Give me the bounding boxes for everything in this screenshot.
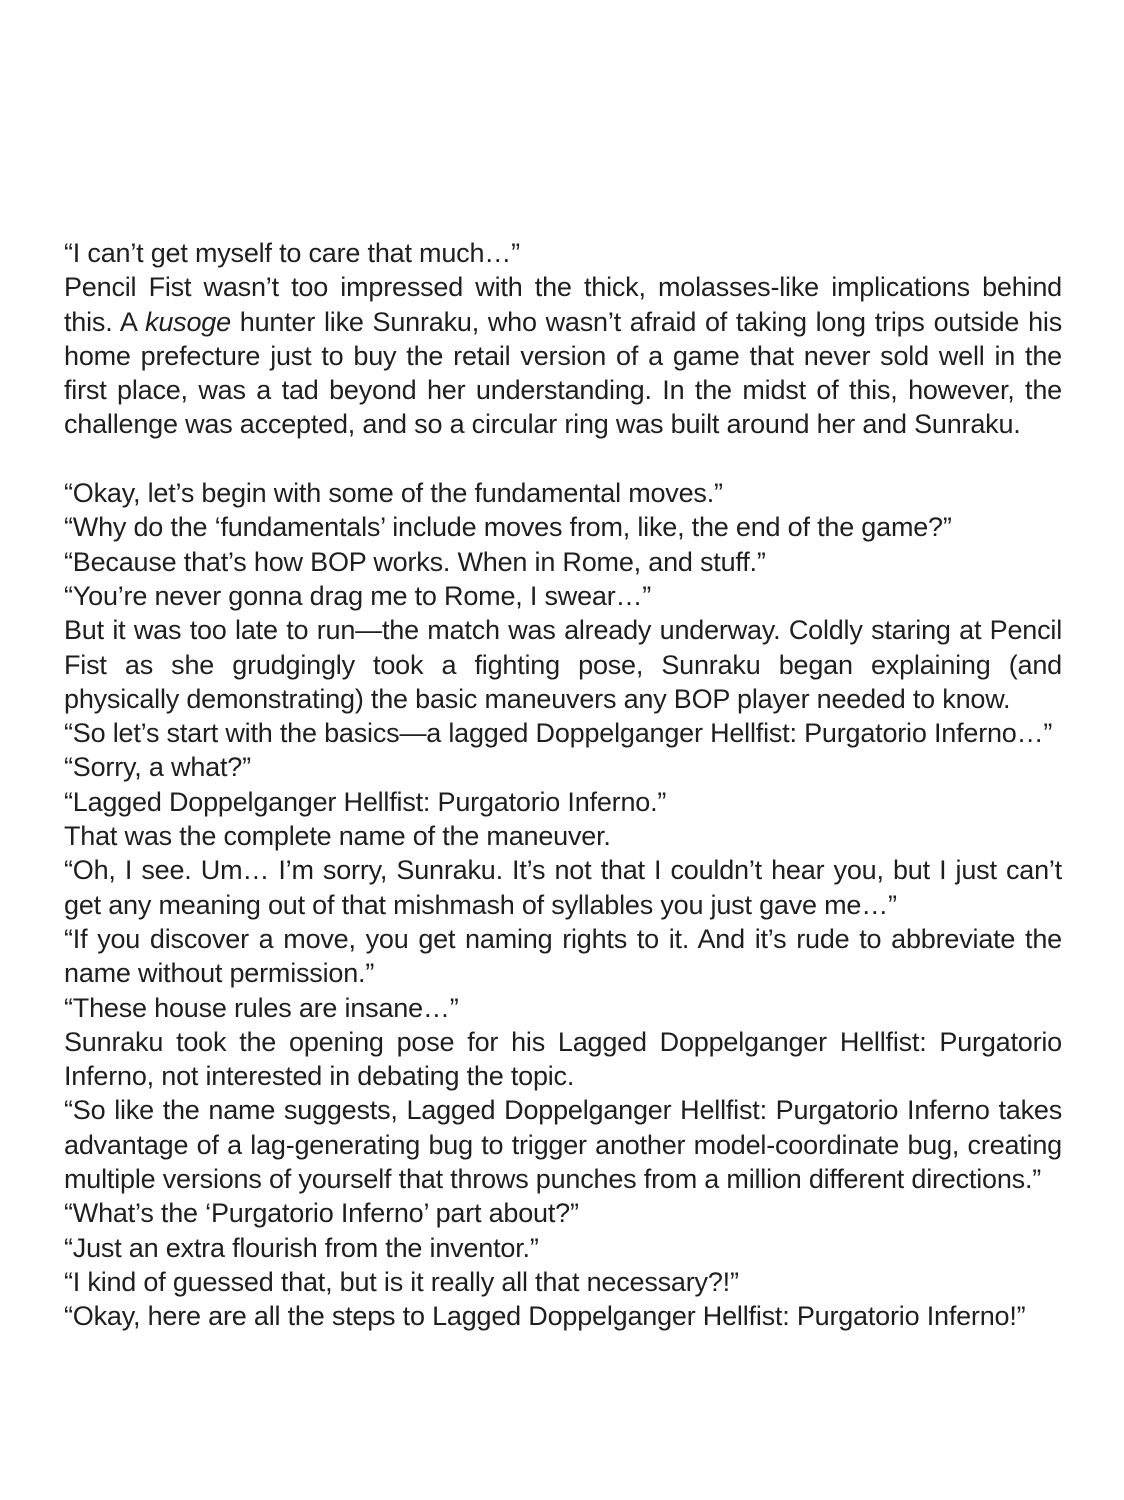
dialogue-line: “Oh, I see. Um… I’m sorry, Sunraku. It’s not that I couldn’t hear you, but I just can’t get any meaning out of that mishmash of syllables you just gave me…” <box>64 855 1062 920</box>
dialogue-line: “Sorry, a what?” <box>64 752 251 783</box>
dialogue-line: “Okay, here are all the steps to Lagged Doppelganger Hellfist: Purgatorio Inferno!” <box>64 1301 1026 1332</box>
dialogue-line: “These house rules are insane…” <box>64 992 459 1023</box>
italic-term: kusoge <box>145 306 231 337</box>
dialogue-line: “I kind of guessed that, but is it really all that necessary?!” <box>64 1266 739 1297</box>
dialogue-line: “Why do the ‘fundamentals’ include moves from, like, the end of the game?” <box>64 512 952 543</box>
paragraph-gap <box>64 442 1062 476</box>
dialogue-line: “You’re never gonna drag me to Rome, I swear…” <box>64 580 652 611</box>
narration-text: hunter like Sunraku, who wasn’t afraid of taking long trips outside his home prefecture just to buy the retail version of a game that never sold well in the first place, was a tad beyond her understanding. In the midst of this, however, the challenge was accepted, and so a circular ring was built around her and Sunraku. <box>64 306 1062 440</box>
narration-paragraph: But it was too late to run—the match was already underway. Coldly staring at Pencil Fist as she grudgingly took a fighting pose, Sunraku began explaining (and physically demonstrating) the basic maneuvers any BOP player needed to know. <box>64 615 1062 714</box>
dialogue-line: “So let’s start with the basics—a lagged Doppelganger Hellfist: Purgatorio Inferno…” <box>64 718 1053 749</box>
narration-paragraph <box>64 270 1062 441</box>
dialogue-line: “So like the name suggests, Lagged Doppelganger Hellfist: Purgatorio Inferno takes advantage of a lag-generating bug to trigger another model-coordinate bug, creating multiple versions of yourself that throws punches from a million different directions.” <box>64 1095 1062 1195</box>
dialogue-line: “What’s the ‘Purgatorio Inferno’ part about?” <box>64 1198 579 1229</box>
dialogue-line: “Just an extra flourish from the inventor.” <box>64 1232 539 1263</box>
narration-text: Pencil Fist wasn’t too impressed with the thick, molasses-like implications behind this. A <box>64 272 1062 337</box>
dialogue-line: “Okay, let’s begin with some of the fundamental moves.” <box>64 478 723 509</box>
narration-paragraph: Sunraku took the opening pose for his Lagged Doppelganger Hellfist: Purgatorio Inferno, not interested in debating the topic. <box>64 1026 1062 1092</box>
dialogue-line: “If you discover a move, you get naming rights to it. And it’s rude to abbreviate the name without permission.” <box>64 923 1062 989</box>
narration-line: That was the complete name of the maneuver. <box>64 821 611 852</box>
page-text <box>64 236 1062 1334</box>
dialogue-line: “Because that’s how BOP works. When in Rome, and stuff.” <box>64 546 766 577</box>
dialogue-line: “I can’t get myself to care that much…” <box>64 238 520 268</box>
dialogue-line: “Lagged Doppelganger Hellfist: Purgatorio Inferno.” <box>64 786 667 817</box>
